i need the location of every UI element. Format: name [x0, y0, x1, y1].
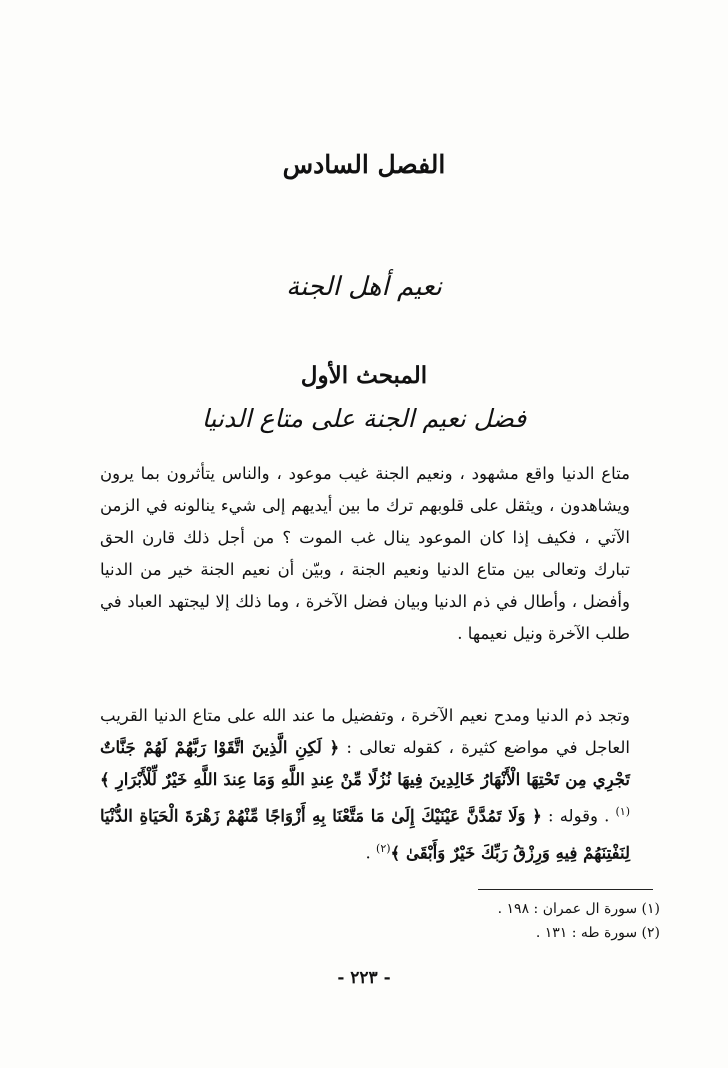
subsection-heading: المبحث الأول: [300, 362, 428, 389]
footnotes: [400, 897, 660, 945]
footnote-2: (٢) سورة طه : ١٣١ .: [535, 925, 660, 941]
section-title: نعيم أهل الجنة: [286, 272, 442, 302]
paragraph-1: متاع الدنيا واقع مشهود ، ونعيم الجنة غيب موعود ، والناس يتأثرون بما يرون ويشاهدون ، ويثقل على قلوبهم ترك ما بين أيديهم إلى شيء ينالونه في الزمن الآتي ، فكيف إذا كان الموعود ينال غب الموت ؟ من أجل ذلك قارن الحق تبارك وتعالى بين متاع الدنيا ونعيم الجنة ، وبيّن أن نعيم الجنة خير من الدنيا وأفضل ، وأطال في ذم الدنيا وبيان فضل الآخرة ، وما ذلك إلا ليجتهد العباد في طلب الآخرة ونيل نعيمها .: [100, 464, 630, 643]
chapter-heading: الفصل السادس: [282, 150, 446, 179]
footnote-ref-1: (١): [615, 805, 631, 818]
subsection-title: فضل نعيم الجنة على متاع الدنيا: [201, 404, 527, 433]
paragraph-2-ending: .: [365, 843, 371, 862]
quran-verse-1: ﴿ لَكِنِ الَّذِينَ اتَّقَوْا رَبَّهُمْ لَهُمْ جَنَّاتٌ تَجْرِي مِن تَحْتِهَا الْأَنْهَارُ خَالِدِينَ فِيهَا نُزُلًا مِّنْ عِندِ اللَّهِ وَمَا عِندَ اللَّهِ خَيْرٌ لِّلْأَبْرَارِ ﴾: [100, 738, 630, 789]
paragraph-2-connector: . وقوله :: [547, 806, 610, 826]
footnote-ref-2: (٢): [376, 841, 391, 855]
paragraph-2-intro: وتجد ذم الدنيا ومدح نعيم الآخرة ، وتفضيل ما عند الله على متاع الدنيا القريب العاجل في مواضع كثيرة ، كقوله تعالى :: [100, 706, 630, 757]
footnote-divider: [478, 889, 653, 890]
page-number: - ٢٢٣ -: [337, 968, 391, 988]
quran-verse-2: ﴿ وَلَا تَمُدَّنَّ عَيْنَيْكَ إِلَىٰ مَا مَتَّعْنَا بِهِ أَزْوَاجًا مِّنْهُمْ زَهْرَةَ الْحَيَاةِ الدُّنْيَا لِنَفْتِنَهُمْ فِيهِ وَرِزْقُ رَبِّكَ خَيْرٌ وَأَبْقَىٰ ﴾: [100, 806, 630, 862]
paragraph-2: [100, 700, 630, 869]
footnote-1: (١) سورة ال عمران : ١٩٨ .: [497, 901, 660, 917]
